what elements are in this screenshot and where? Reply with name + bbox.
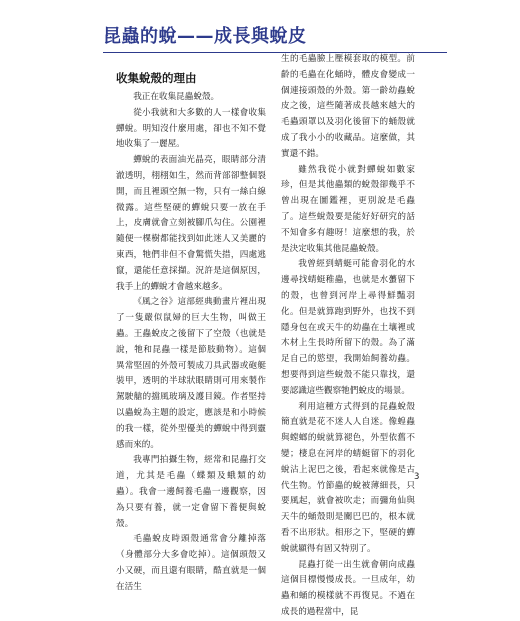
- section-heading: 收集蛻殼的理由: [116, 71, 197, 85]
- paragraph: 毛蟲蛻皮時頭殼通常會分離掉落（身體部分大多會吃掉）。這個頭殼又小又硬，而且還有眼睛，酷直就是一個在活生: [116, 534, 266, 592]
- page-title: 昆蟲的蛻——成長與蛻皮: [103, 26, 307, 47]
- paragraph: 利用這種方式得到的昆蟲蛻殼簡直就是花不迷人人自迷。像蝗蟲與螳螂的蛻就算褪色，外型依舊不變；棲息在河岸的蜻蜓留下的羽化蛻沾上泥巴之後，看起來就像是古代生物。竹節蟲的蛻被薄細長，只要風起，就會被吹走；而彌角仙與天牛的蛹殼則是關巴巴的，根本就看不出形狀。相形之下，堅硬的蟬蛻就顯得有固又特別了。: [281, 401, 415, 554]
- paragraph: 昆蟲打從一出生就會朝向成蟲這個目標慢慢成長。一旦成年，幼蟲和蛹的模樣就不再復見。不過在成長的過程當中，昆: [281, 559, 415, 617]
- page-number: 3: [414, 472, 420, 482]
- paragraph: 我正在收集昆蟲蛻殼。: [133, 92, 220, 102]
- paragraph: 蟬蛻的表面油光晶亮，眼睛部分清澈透明，栩栩如生，然而背部卻整個裂開，而且裡頭空無一物，只有一絲白線微露。這些堅硬的蟬蛻只要一放在手上，皮膚就會立刻被腳爪勾住。公園裡隨便一棵樹都能找到如此迷人又美麗的東西，牠們非但不會驚慌失措，四處逃竄，還能任意採擷。況許是這個原因，我手上的蟬蛻才會越來越多。: [116, 155, 266, 292]
- paragraph: 我曾經到蜻蜓可能會羽化的水邊尋找蜻蜓稚蟲，也就是水蠆留下的殼，也曾到河岸上尋得鮮豔羽化。但是就算跑到野外，也找不到隱身包在或天牛的幼蟲在土壤裡或木材上生長時所留下的殼。為了滿足自己的慾望，我開始飼養幼蟲。想要得到這些蛻殼不能只靠找，還要認識這些觀察牠們蛻皮的場景。: [281, 259, 415, 396]
- paragraph: 《風之谷》這部經典動畫片裡出現了一隻嚴似鼠婦的巨大生物，叫做王蟲。王蟲蛻皮之後留下了空殼（也就是說，牠和昆蟲一樣是節肢動物）。這個異常堅固的外殼可製成刀具武器或砲艇裝甲，透明的半球狀眼睛則可用來製作駕駛艙的擋風玻璃及護目鏡。作者堅持以蟲蛻為主題的設定，應該是和小時候的我一樣，從外型優美的蟬蛻中得到靈感而來的。: [116, 297, 266, 450]
- right-text-column: [281, 52, 415, 621]
- paragraph: 我專門拍攝生物，經常和昆蟲打交道，尤其是毛蟲（蝶類及蛾類的幼蟲）。我會一邊飼養毛蟲一邊觀察，因為只要有養，就一定會留下養便與蛻殼。: [116, 455, 266, 529]
- left-text-column: [116, 90, 266, 596]
- paragraph: 生的毛蟲臉上壓模套取的模型。前齡的毛蟲在化蛹時，體皮會變成一個連接頭殼的外殼。第一齡幼蟲蛻皮之後，這些隨著成長越來越大的毛蟲頭罩以及羽化後留下的蛹殼就成了我小小的收藏品。這麼做，其實還不錯。: [281, 54, 415, 159]
- paragraph: 雖然我從小就對蟬蛻如數家珍，但是其他蟲類的蛻殼卻幾乎不曾出現在圖鑑裡，更別說是毛蟲了。這些蛻殼要是能好好研究的話不知會多有趣呀！這麼想的我，於是決定收集其他昆蟲蛻殼。: [281, 164, 415, 254]
- paragraph: 從小我就和大多數的人一樣會收集蟬蛻。明知沒什麼用處，卻也不知不覺地收集了一麗屋。: [116, 107, 266, 150]
